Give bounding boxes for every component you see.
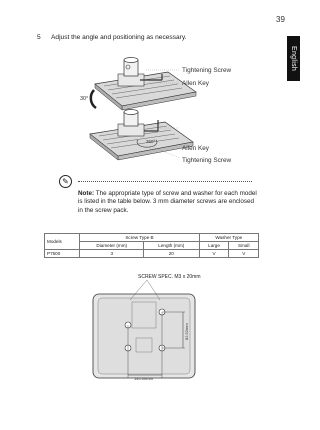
screw-spec-label: SCREW SPEC. M3 x 20mm — [138, 274, 201, 280]
table-cell: 3 — [80, 250, 144, 258]
table-header-cell: Models — [45, 234, 80, 250]
table-cell: V — [199, 250, 229, 258]
table-cell: 20 — [144, 250, 199, 258]
screw-spec-table — [44, 233, 259, 258]
table-header-cell: Washer Type — [199, 234, 258, 242]
table-header-cell: Large — [199, 242, 229, 250]
height-dimension-label: 82.52mm — [184, 323, 189, 340]
top-angle-label: 30° — [80, 96, 89, 102]
top-mount-drawing — [91, 58, 196, 111]
table-header-cell: Length (mm) — [144, 242, 199, 250]
middle-mount-drawing — [90, 110, 193, 161]
top-callout-allen-key: Allen Key — [182, 80, 209, 87]
step-text: Adjust the angle and positioning as necessary. — [51, 34, 187, 41]
middle-angle-label: 360° — [146, 139, 156, 144]
width-dimension-label: 140.00mm — [134, 376, 153, 381]
language-tab-label: English — [290, 45, 297, 72]
middle-callout-allen-key: Allen Key — [182, 145, 209, 152]
pencil-icon: ✎ — [59, 175, 72, 188]
top-callout-tightening-screw: Tightening Screw — [182, 67, 232, 74]
table-cell: P7500 — [45, 250, 80, 258]
table-row — [45, 250, 259, 258]
step-number: 5 — [37, 34, 41, 41]
table-cell: V — [229, 250, 259, 258]
table-header-row — [45, 234, 259, 242]
page-number: 39 — [276, 15, 285, 24]
table-header-cell: Screw Type B — [80, 234, 199, 242]
note-divider — [78, 181, 252, 182]
middle-callout-tightening-screw: Tightening Screw — [182, 157, 232, 164]
projector-bottom-drawing — [93, 280, 195, 378]
note-label: Note: — [78, 190, 95, 197]
table-header-cell: Small — [229, 242, 259, 250]
note-body: The appropriate type of screw and washer for each model is listed in the table below. 3 mm diameter screws are enclosed in the screw pack. — [78, 190, 257, 214]
table-header-cell: Diameter (mm) — [80, 242, 144, 250]
note-paragraph — [78, 190, 258, 215]
